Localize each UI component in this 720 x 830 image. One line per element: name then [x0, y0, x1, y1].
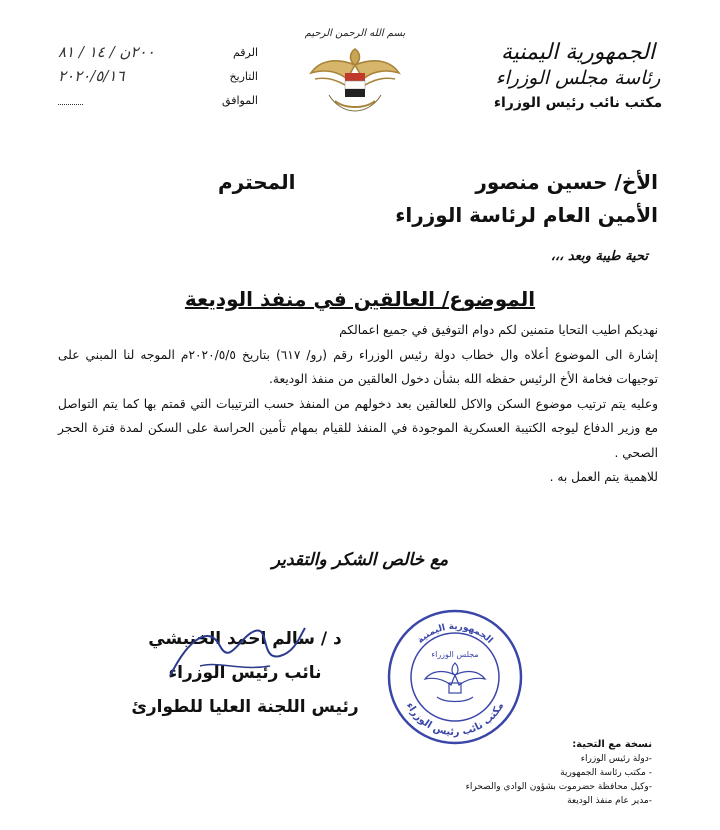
svg-text:الجمهورية اليمنية: الجمهورية اليمنية [415, 621, 495, 646]
signatory-name: د / سالم احمد الخنبشي [148, 629, 342, 649]
cc-item: -دولة رئيس الوزراء [580, 754, 652, 764]
cc-list [422, 738, 652, 808]
corresponding-label: الموافق [222, 93, 258, 107]
presidency-name: رئاسة مجلس الوزراء [495, 67, 661, 89]
addressee-line [218, 170, 658, 194]
addressee-title: الأمين العام لرئاسة الوزراء [395, 203, 658, 227]
cc-item: - مكتب رئاسة الجمهورية [560, 768, 652, 778]
corresponding-line [58, 88, 258, 112]
closing: مع خالص الشكر والتقدير [271, 550, 449, 570]
paragraph: إشارة الى الموضوع أعلاه وال خطاب دولة رئيس الوزراء رقم (رو/ ٦١٧) بتاريخ ٢٠٢٠/٥/٥م الموجه لنا المبني على توجيهات فخامة الأخ الرئيس حفظه الله بشأن دخول العالقين من منفذ الوديعة. [58, 347, 659, 386]
emblem-block [300, 28, 410, 123]
svg-text:مكتب نائب رئيس الوزراء: مكتب نائب رئيس الوزراء [403, 700, 507, 739]
letter-body [58, 318, 658, 490]
honorific: المحترم [218, 170, 296, 194]
cc-item: -مدير عام منفذ الوديعة [567, 796, 652, 806]
letterhead [468, 40, 688, 111]
paragraph: وعليه يتم ترتيب موضوع السكن والاكل للعالقين بعد دخولهم من المنفذ حسب الترتيبات التي قمتم بها كما يتم التواصل مع وزير الدفاع ليوجه الكتيبة العسكرية الموجودة في المنفذ للقيام بمهام تأمين الحراسة على السكن لمدة فترة الحجر الصحي . [58, 396, 658, 460]
ref-line [58, 40, 258, 64]
handwritten-signature-icon [160, 616, 310, 696]
addressee-name: الأخ/ حسين منصور [475, 170, 658, 194]
date-label: التاريخ [229, 69, 258, 83]
greeting: تحية طيبة وبعد ،،، [550, 249, 648, 264]
signature-block [120, 622, 370, 724]
paragraph: للاهمية يتم العمل به . [549, 470, 658, 484]
cc-title: نسخة مع التحية: [572, 739, 652, 750]
office-name: مكتب نائب رئيس الوزراء [493, 95, 663, 111]
cc-item: -وكيل محافظة حضرموت بشؤون الوادي والصحراء [465, 782, 652, 792]
signatory-committee: رئيس اللجنة العليا للطوارئ [131, 697, 359, 717]
signatory-title: نائب رئيس الوزراء [168, 663, 322, 683]
reference-block [58, 40, 258, 112]
corresponding-value [58, 91, 83, 109]
paragraph: نهديكم اطيب التحايا متمنين لكم دوام التوفيق في جميع اعمالكم [339, 323, 658, 337]
republic-name: الجمهورية اليمنية [500, 40, 656, 65]
subject-line: الموضوع/ العالقين في منفذ الوديعة [184, 287, 536, 311]
date-value: ٢٠٢٠/٥/١٦ [58, 67, 125, 85]
svg-text:مجلس الوزراء: مجلس الوزراء [431, 650, 479, 659]
official-stamp-icon [385, 607, 525, 747]
ref-value: ٢٠٠ن / ١٤ / ٨١ [58, 43, 155, 61]
date-line [58, 64, 258, 88]
yemen-eagle-emblem-icon [305, 39, 405, 119]
basmala: بسم الله الرحمن الرحيم [304, 28, 406, 39]
ref-label: الرقم [232, 45, 258, 59]
